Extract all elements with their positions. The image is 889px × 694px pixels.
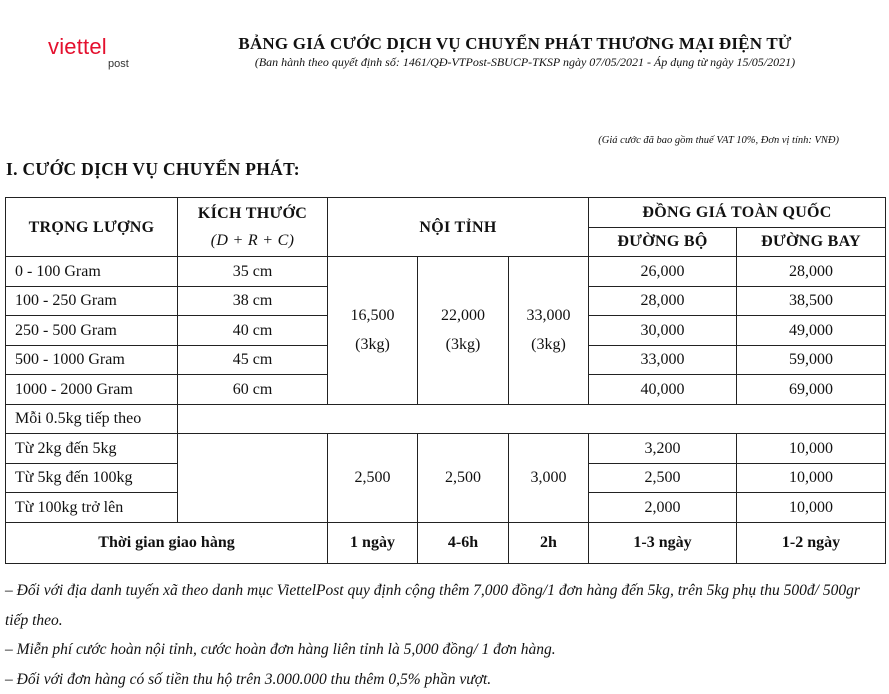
- road-price-cell: 3,200: [589, 434, 737, 464]
- size-cell: 40 cm: [178, 316, 328, 346]
- local-base-unit: (3kg): [445, 336, 481, 354]
- air-price-cell: 28,000: [737, 257, 886, 287]
- air-price-cell: 49,000: [737, 316, 886, 346]
- local-extra-cell: 2,500: [328, 434, 418, 523]
- air-price-cell: 10,000: [737, 434, 886, 464]
- weight-cell: 100 - 250 Gram: [6, 286, 178, 316]
- size-cell: 35 cm: [178, 257, 328, 287]
- viettelpost-logo: [48, 36, 129, 70]
- local-base-cell: [418, 257, 509, 405]
- delivery-air-cell: 1-2 ngày: [737, 522, 886, 563]
- header-local: NỘI TỈNH: [328, 198, 589, 257]
- logo-brand: viettel: [48, 34, 107, 59]
- local-extra-cell: 2,500: [418, 434, 509, 523]
- local-base-cell: [328, 257, 418, 405]
- local-base-cell: [509, 257, 589, 405]
- note-item: – Đối với địa danh tuyến xã theo danh mục ViettelPost quy định cộng thêm 7,000 đồng/1 đơn hàng đến 5kg, trên 5kg phụ thu 500đ/ 500gr tiếp theo.: [5, 582, 860, 629]
- note-item: – Miễn phí cước hoàn nội tỉnh, cước hoàn đơn hàng liên tỉnh là 5,000 đồng/ 1 đơn hàng.: [5, 641, 556, 658]
- header-road: ĐƯỜNG BỘ: [589, 227, 737, 257]
- road-price-cell: 40,000: [589, 375, 737, 405]
- size-cell: 60 cm: [178, 375, 328, 405]
- note-item: – Đối với đơn hàng có số tiền thu hộ trên 3.000.000 thu thêm 0,5% phần vượt.: [5, 670, 492, 688]
- local-base-price: 16,500: [350, 307, 395, 325]
- logo-sub: post: [108, 58, 129, 70]
- header-weight: TRỌNG LƯỢNG: [6, 198, 178, 257]
- air-price-cell: 10,000: [737, 493, 886, 523]
- table-row: [6, 434, 886, 464]
- price-table: [5, 197, 886, 564]
- weight-cell: Từ 100kg trở lên: [6, 493, 178, 523]
- delivery-local-cell: 1 ngày: [328, 522, 418, 563]
- header-national: ĐỒNG GIÁ TOÀN QUỐC: [589, 198, 886, 228]
- header-row-1: [6, 198, 886, 228]
- header-air: ĐƯỜNG BAY: [737, 227, 886, 257]
- road-price-cell: 30,000: [589, 316, 737, 346]
- local-extra-cell: 3,000: [509, 434, 589, 523]
- air-price-cell: 10,000: [737, 463, 886, 493]
- air-price-cell: 69,000: [737, 375, 886, 405]
- delivery-row: [6, 522, 886, 563]
- notes: [5, 576, 885, 694]
- road-price-cell: 26,000: [589, 257, 737, 287]
- header-size: [178, 198, 328, 257]
- header-size-label: KÍCH THƯỚC: [197, 205, 308, 222]
- weight-cell: 0 - 100 Gram: [6, 257, 178, 287]
- local-base-unit: (3kg): [531, 336, 566, 354]
- road-price-cell: 2,500: [589, 463, 737, 493]
- document-subtitle: (Ban hành theo quyết định số: 1461/QĐ-VTPost-SBUCP-TKSP ngày 07/05/2021 - Áp dụng từ ngày 15/05/2021): [254, 55, 796, 69]
- air-price-cell: 59,000: [737, 345, 886, 375]
- weight-cell: Từ 5kg đến 100kg: [6, 463, 178, 493]
- delivery-local-cell: 4-6h: [418, 522, 509, 563]
- delivery-label: Thời gian giao hàng: [6, 522, 328, 563]
- local-base-unit: (3kg): [355, 336, 390, 354]
- vat-note: (Giá cước đã bao gồm thuế VAT 10%, Đơn vị tính: VNĐ): [598, 135, 839, 146]
- weight-cell: 1000 - 2000 Gram: [6, 375, 178, 405]
- extra-label-empty: [178, 404, 886, 434]
- section-title: I. CƯỚC DỊCH VỤ CHUYỂN PHÁT:: [6, 159, 300, 179]
- extra-label-row: [6, 404, 886, 434]
- road-price-cell: 28,000: [589, 286, 737, 316]
- delivery-local-cell: 2h: [509, 522, 589, 563]
- document-title: BẢNG GIÁ CƯỚC DỊCH VỤ CHUYỂN PHÁT THƯƠNG MẠI ĐIỆN TỬ: [238, 34, 792, 53]
- table-row: [6, 257, 886, 287]
- extra-label-cell: Mỗi 0.5kg tiếp theo: [6, 404, 178, 434]
- road-price-cell: 33,000: [589, 345, 737, 375]
- weight-cell: Từ 2kg đến 5kg: [6, 434, 178, 464]
- size-empty-cell: [178, 434, 328, 523]
- header-size-formula: (D + R + C): [210, 232, 295, 249]
- size-cell: 38 cm: [178, 286, 328, 316]
- road-price-cell: 2,000: [589, 493, 737, 523]
- weight-cell: 500 - 1000 Gram: [6, 345, 178, 375]
- size-cell: 45 cm: [178, 345, 328, 375]
- air-price-cell: 38,500: [737, 286, 886, 316]
- local-base-price: 22,000: [441, 307, 485, 325]
- delivery-road-cell: 1-3 ngày: [589, 522, 737, 563]
- local-base-price: 33,000: [526, 307, 571, 325]
- weight-cell: 250 - 500 Gram: [6, 316, 178, 346]
